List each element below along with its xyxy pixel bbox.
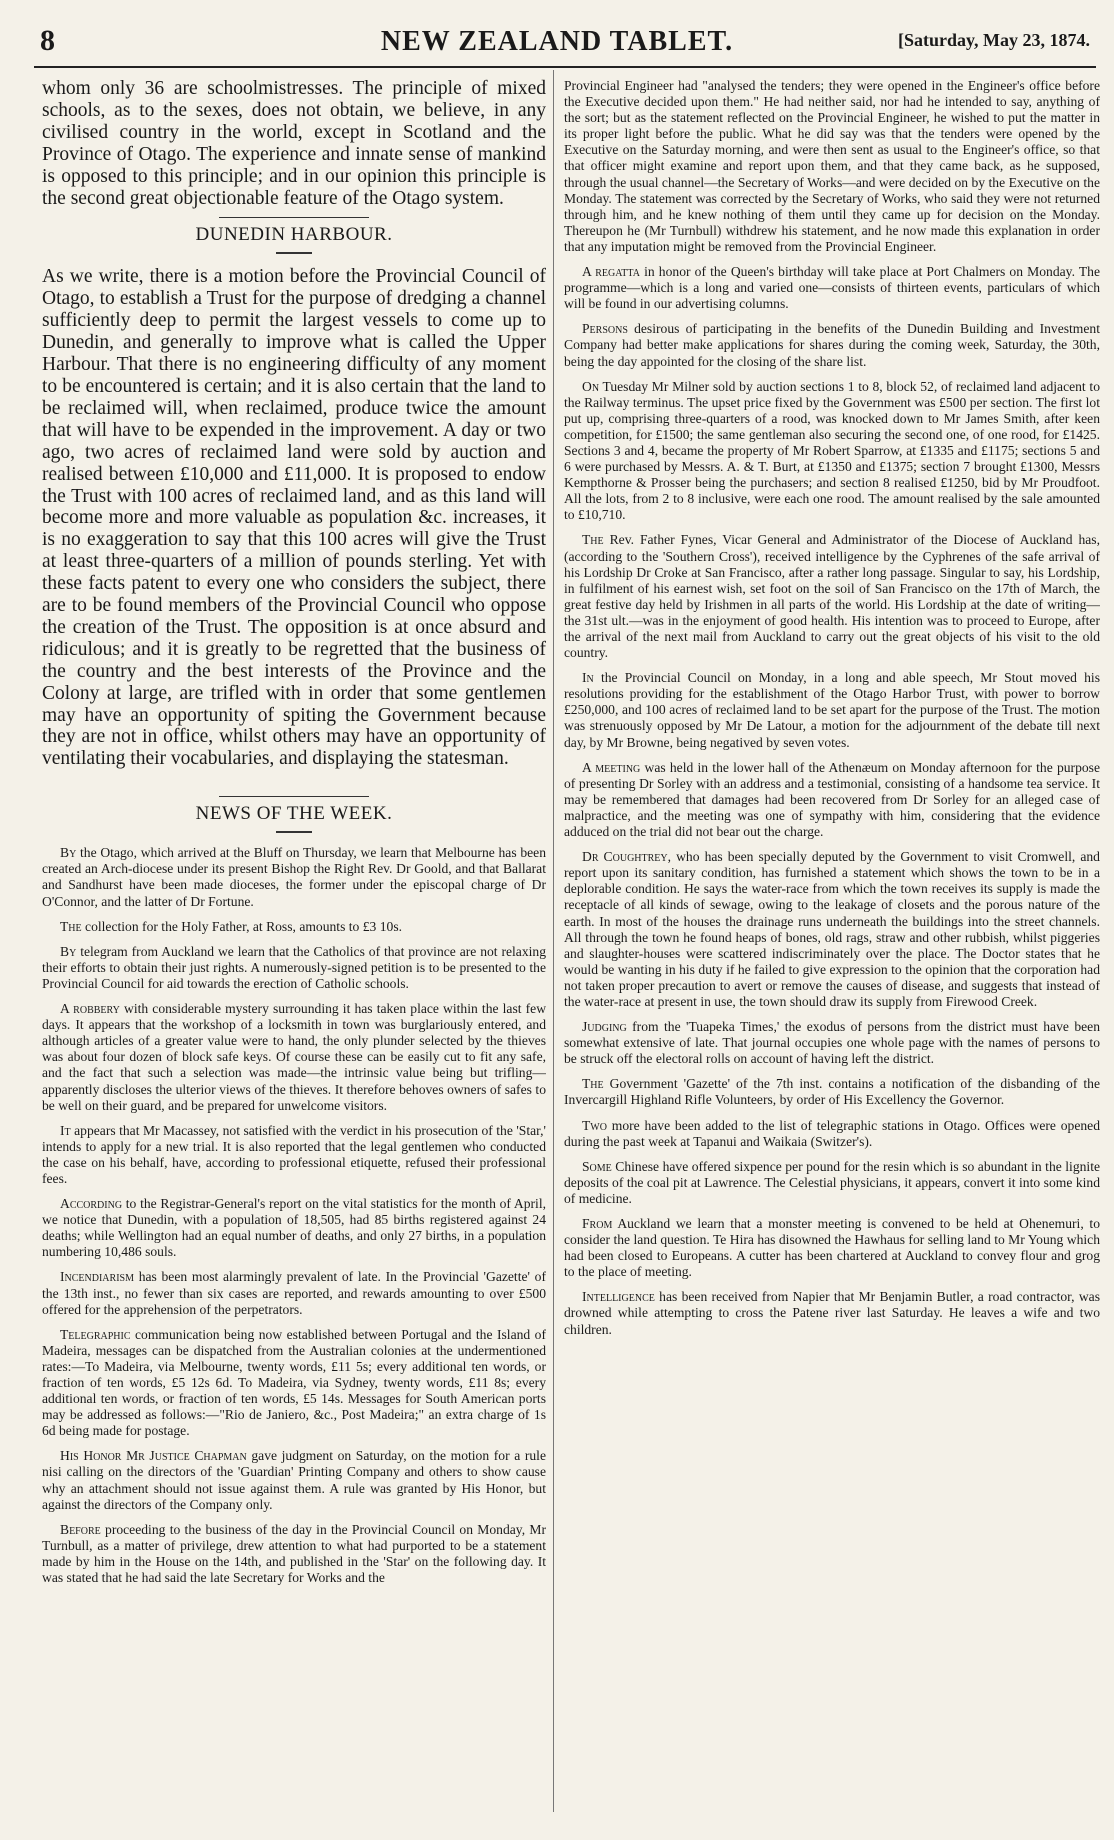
news-item-lead: Persons: [582, 321, 628, 337]
news-item-lead: From: [582, 1216, 613, 1231]
news-item-text: who has been specially deputed by the Government to visit Cromwell, and report upon its sanitary condition, has furnished a statement which shows the town to be in a deplorable condition. He says the water-race from which the town receives its supply is made the receptacle of all kinds of sewage, owing to the leakage of closets and the porous nature of the earth. In most of the houses the drainage runs underneath the buildings into the street channels. All through the town he found heaps of bones, old rags, straw and other rubbish, whilst piggeries and slaughter-houses were scattered indiscriminately over the place. The Doctor states that he would be wanting in his duty if he failed to give expression to the opinion that the corporation had not taken proper precaution to avert or remove the causes of disease, and suggests that instead of the water-race at present in use, the town should draw its supply from Firewood Creek.: [564, 849, 1100, 1009]
news-item: [42, 1196, 546, 1260]
harbour-article: As we write, there is a motion before the Provincial Council of Otago, to establish a Trust for the purpose of dredging a channel sufficiently deep to permit the largest vessels to come up to Dunedin, and generally to improve what is called the Upper Harbour. That there is no engineering difficulty of any moment to be encountered is certain; and it is also certain that the land to be reclaimed will, when reclaimed, produce twice the amount that will have to be expended in the improvement. A day or two ago, two acres of reclaimed land were sold by auction and realised between £10,000 and £11,000. It is proposed to endow the Trust with 100 acres of reclaimed land, and as this land will become more and more valuable as population &c. increases, it is no exaggeration to say that this 100 acres will give the Trust at least three-quarters of a million of pounds sterling. Yet with these facts patent to every one who considers the subject, there are to be found members of the Provincial Council who oppose the creation of the Trust. The opposition is at once absurd and ridiculous; and it is greatly to be regretted that the business of the country and the best interests of the Province and the Colony at large, are trifled with in order that some gentlemen may have an opportunity of spiting the Government because they are not in office, whilst others may have an opportunity of ventilating their vocabularies, and displaying the statesman.: [42, 266, 546, 770]
left-column: [42, 78, 546, 1812]
news-item: [42, 1327, 546, 1440]
news-item: [564, 1118, 1100, 1150]
news-item-text: proceeding to the business of the day in the Provincial Council on Monday, Mr Turnbull, as a matter of privilege, drew attention to what had purported to be a statement made by him in the House on the 14th, and published in the 'Star' on the following day. It was stated that he had said the late Secretary for Works and the: [42, 1521, 546, 1586]
news-item-lead: The: [582, 532, 604, 548]
news-item: [564, 1019, 1100, 1067]
news-item: [42, 1001, 546, 1114]
news-item-text: the Otago, which arrived at the Bluff on Thursday, we learn that Melbourne has been created an Arch-diocese under its present Bishop the Right Rev. Dr Goold, and that Ballarat and Sandhurst have been made dioceses, the former under the episcopal charge of Dr O'Connor, and the latter of Dr Fortune.: [42, 845, 546, 909]
news-item-text: Rev. Father Fynes, Vicar General and Administrator of the Diocese of Auckland has, (according to the 'Southern Cross'), received intelligence by the Cyphrenes of the safe arrival of his Lordship Dr Croke at San Francisco, after a rather long passage. Singular to say, his Lordship, in fulfilment of his earnest wish, set foot on the soil of San Francisco on the 17th of March, the great festive day held by Irishmen in all parts of the world. His Lordship at the date of writing—the 31st ult.—was in the enjoyment of good health. His intention was to proceed to Europe, after the arrival of the next mail from Auckland to carry out the great objects of his visit to the old country.: [564, 532, 1100, 661]
news-item: [42, 1123, 546, 1187]
news-item-lead: In: [582, 670, 594, 686]
news-item-text: Auckland we learn that a monster meeting is convened to be held at Ohenemuri, to consider the land question. Te Hira has disowned the Hawhaus for selling land to Mr Young which had been closed to Europeans. A cutter has been chartered at Auckland to convey flour and grog to the place of meeting.: [564, 1216, 1100, 1280]
news-item: [42, 845, 546, 909]
harbour-heading: DUNEDIN HARBOUR.: [195, 224, 393, 246]
intro-paragraph: whom only 36 are schoolmistresses. The principle of mixed schools, as to the sexes, does not obtain, we believe, in any civilised country in the world, except in Scotland and the Province of Otago. The experience and innate sense of mankind is opposed to this principle; and in our opinion this principle is the second great objectionable feature of the Otago system.: [42, 78, 546, 209]
news-item-lead: By: [60, 943, 77, 959]
news-item-text: gave judgment on Saturday, on the motion for a rule nisi calling on the directors of the 'Guardian' Printing Company and others to show cause why an attachment should not issue against them. A rule was granted by His Honor, but against the directors of the Company only.: [42, 1448, 546, 1512]
section-separator: [219, 796, 369, 797]
news-item-text: has been received from Napier that Mr Benjamin Butler, a road contractor, was drowned while attempting to cross the Patene river last Saturday. He leaves a wife and two children.: [564, 1289, 1100, 1337]
news-item-text: Chinese have offered sixpence per pound for the resin which is so abundant in the lignite deposits of the coal pit at Lawrence. The Celestial physicians, it appears, convert it into some kind of medicine.: [564, 1158, 1100, 1206]
news-item: [42, 1269, 546, 1317]
news-item: [564, 1216, 1100, 1280]
news-item-text: with considerable mystery surrounding it has taken place within the last few days. It appears that the workshop of a locksmith in town was burglariously entered, and although articles of a greater value were to hand, the only plunder selected by the thieves was about four dozen of block safe keys. Of course these can be easily cut to fit any safe, and the fact that such a selection was made—the intrinsic value being but trifling—apparently discloses the ulterior views of the thieves. It therefore behoves owners of safes to be well on their guard, and be prepared for unwelcome visitors.: [42, 1001, 546, 1113]
news-item-text: has been most alarmingly prevalent of late. In the Provincial 'Gazette' of the 13th inst., no fewer than six cases are reported, and rewards amounting to over £500 offered for the apprehension of the perpetrators.: [42, 1269, 546, 1317]
news-item-lead: Dr Coughtrey,: [582, 849, 672, 865]
news-item: [564, 321, 1100, 369]
page-number: 8: [40, 24, 55, 57]
news-item-lead: A robbery: [60, 1001, 120, 1017]
news-item-text: more have been added to the list of telegraphic stations in Otago. Offices were opened during the past week at Tapanui and Waikaia (Switzer's).: [564, 1117, 1100, 1149]
news-item: [564, 849, 1100, 1010]
news-item: [42, 919, 546, 935]
news-item-lead: Telegraphic: [60, 1326, 131, 1342]
heading-dash: [276, 831, 312, 833]
news-item: [42, 944, 546, 992]
news-item-lead: Incendiarism: [60, 1269, 134, 1285]
news-item-text: desirous of participating in the benefits of the Dunedin Building and Investment Company had better make applications for shares during the coming week, Saturday, the 30th, being the day appointed for the closing of the share list.: [564, 321, 1100, 369]
news-item: [564, 1289, 1100, 1337]
news-item: [564, 1076, 1100, 1108]
header-rule: [34, 66, 1096, 68]
news-item-text: the Provincial Council on Monday, in a long and able speech, Mr Stout moved his resolutions providing for the establishment of the Otago Harbor Trust, with power to borrow £250,000, and 100 acres of reclaimed land to be set apart for the purpose of the Trust. The motion was strenuously opposed by Mr De Latour, a motion for the adjournment of the debate till next day, by Mr Browne, being negatived by seven votes.: [564, 670, 1100, 750]
news-item-text: communication being now established between Portugal and the Island of Madeira, messages can be dispatched from the Australian colonies at the undermentioned rates:—To Madeira, via Melbourne, twenty words, £11 5s; every additional ten words, or fraction of ten words, £5 12s 6d. To Madeira, via Sydney, twenty words, £11 8s; every additional ten words, or fraction of ten words, £5 14s. Messages for South American ports may be addressed as follows:—"Rio de Janiero, &c., Post Madeira;" an extra charge of 1s 6d being made for postage.: [42, 1326, 546, 1439]
news-item: [564, 379, 1100, 524]
news-item-lead: According: [60, 1196, 123, 1212]
news-item-lead: It: [60, 1122, 71, 1138]
news-item-lead: Judging: [582, 1019, 627, 1035]
news-item-lead: Two: [582, 1117, 607, 1133]
news-item-text: to the Registrar-General's report on the vital statistics for the month of April, we notice that Dunedin, with a population of 18,505, had 85 births registered against 24 deaths; while Wellington had an equal number of deaths, and only 27 births, in a population numbering 10,486 souls.: [42, 1196, 546, 1260]
column-divider: [553, 70, 554, 1812]
section-separator: [219, 217, 369, 218]
dateline: [Saturday, May 23, 1874.: [897, 30, 1090, 50]
news-item-text: appears that Mr Macassey, not satisfied with the verdict in his prosecution of the 'Star,' intends to apply for a new trial. It is also reported that the legal gentlemen who conducted the case on his behalf, have, according to professional etiquette, refused their professional fees.: [42, 1122, 546, 1186]
news-item-lead: Before: [60, 1521, 101, 1537]
heading-dash: [276, 252, 312, 254]
news-item-text: telegram from Auckland we learn that the Catholics of that province are not relaxing their efforts to obtain their just rights. A numerously-signed petition is to be presented to the Provincial Council for aid towards the erection of Catholic schools.: [42, 943, 546, 991]
right-news-list: [564, 264, 1100, 1338]
news-item-text: was held in the lower hall of the Athenæum on Monday afternoon for the purpose of presenting Dr Sorley with an address and a testimonial, consisting of a handsome tea service. It may be remembered that damages had been recovered from Dr Sorley for an alleged case of malpractice, and the meeting was one of sympathy with him, considering that the evidence adduced on the trial did not bear out the charge.: [564, 759, 1100, 840]
news-heading: NEWS OF THE WEEK.: [195, 803, 393, 825]
right-column: [564, 78, 1100, 1812]
news-item-lead: Some: [582, 1158, 612, 1174]
news-item-lead: His Honor Mr Justice Chapman: [60, 1448, 247, 1464]
news-item: [42, 1448, 546, 1512]
news-item-text: collection for the Holy Father, at Ross, amounts to £3 10s.: [85, 918, 403, 934]
news-item-lead: A regatta: [582, 264, 640, 280]
news-item-text: Tuesday Mr Milner sold by auction sections 1 to 8, block 52, of reclaimed land adjacent to the Railway terminus. The upset price fixed by the Government was £500 per section. The first lot put up, comprising three-quarters of a rood, was knocked down to Mr James Smith, after keen competition, for £1500; the same gentleman also securing the second one, of one rood, for £1425. Sections 3 and 4, became the property of Mr Robert Sparrow, at £1335 and £1175; sections 5 and 6 were purchased by Messrs. A. & T. Burt, at £1350 and £1375; section 7 brought £1300, Messrs Kempthorne & Prosser being the purchasers; and section 8 realised £1250, bid by Mr Proudfoot. All the lots, from 2 to 8 inclusive, were each one rood. The amount realised by the sale amounted to £10,710.: [564, 378, 1100, 523]
left-news-list: [42, 845, 546, 1586]
news-item: [564, 532, 1100, 661]
continued-paragraph: Provincial Engineer had "analysed the tenders; they were opened in the Engineer's office before the Executive decided upon them." He had neither said, nor had he intended to say, anything of the sort; but as the statement reflected on the Provincial Engineer, he wished to put the matter in its proper light before the public. What he did say was that the tenders were opened by the Executive on the Saturday morning, and were then sent as usual to the Engineer's office, so that that officer might examine and report upon them, and that they came back, as he supposed, through the usual channel—the Secretary of Works—and were decided on by the Executive on the Monday. The statement was corrected by the Secretary of Works, who said they were not returned through him, and he knew nothing of them until they came up for decision on the Monday. Thereupon he (Mr Turnbull) withdrew his statement, and he now made this explanation in order that any imputation might be removed from the Provincial Engineer.: [564, 78, 1100, 254]
news-item-lead: On: [582, 378, 600, 394]
page-header: [0, 24, 1114, 68]
news-item-lead: A meeting: [582, 759, 641, 775]
news-item: [564, 760, 1100, 840]
news-item-lead: Intelligence: [582, 1289, 655, 1305]
news-item-text: in honor of the Queen's birthday will take place at Port Chalmers on Monday. The programme—which is a long and varied one—consists of thirteen events, particulars of which will be found in our advertising columns.: [564, 264, 1100, 312]
news-item-lead: By: [60, 845, 77, 861]
news-item-lead: The: [60, 918, 82, 934]
masthead-title: NEW ZEALAND TABLET.: [380, 26, 734, 57]
news-item-text: Government 'Gazette' of the 7th inst. contains a notification of the disbanding of the Invercargill Highland Rifle Volunteers, by order of His Excellency the Governor.: [564, 1076, 1100, 1108]
news-item: [564, 1159, 1100, 1207]
news-item-lead: The: [582, 1076, 604, 1092]
news-item: [564, 264, 1100, 312]
news-item-text: from the 'Tuapeka Times,' the exodus of persons from the district must have been somewhat extensive of late. That journal occupies one whole page with the names of persons to be struck off the electoral rolls on account of having left the district.: [564, 1019, 1100, 1067]
news-item: [42, 1522, 546, 1586]
news-item: [564, 670, 1100, 750]
